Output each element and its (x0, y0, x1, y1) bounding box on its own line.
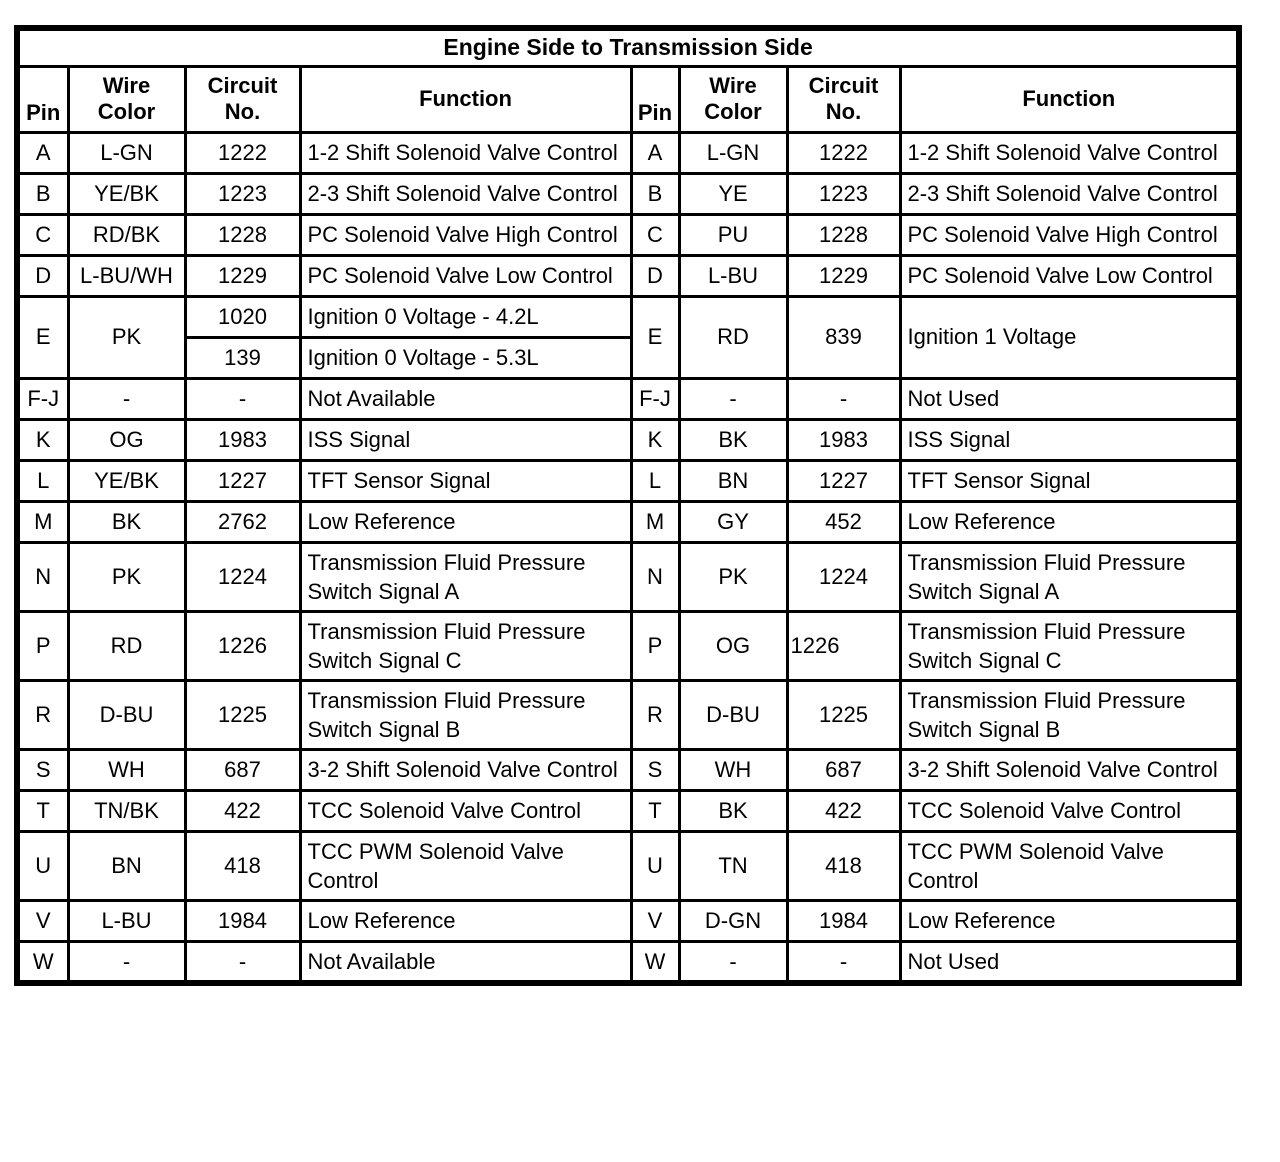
wire-color-cell: RD/BK (68, 214, 185, 255)
function-cell: TCC Solenoid Valve Control (900, 790, 1239, 831)
function-cell: Low Reference (900, 501, 1239, 542)
function-cell: Not Available (300, 941, 631, 983)
wire-color-cell: BK (679, 790, 787, 831)
function-cell: Transmission Fluid Pressure Switch Signal A (300, 542, 631, 611)
function-cell: TCC Solenoid Valve Control (300, 790, 631, 831)
table-row (17, 132, 1239, 173)
circuit-cell: 422 (185, 790, 300, 831)
pin-cell: A (17, 132, 68, 173)
function-cell: Low Reference (300, 900, 631, 941)
circuit-cell: 1224 (185, 542, 300, 611)
circuit-cell: 1222 (185, 132, 300, 173)
function-cell: Not Used (900, 378, 1239, 419)
wire-color-cell: BK (68, 501, 185, 542)
pin-cell: B (17, 173, 68, 214)
function-cell: Ignition 1 Voltage (900, 296, 1239, 378)
pin-cell: T (631, 790, 679, 831)
function-cell: 1-2 Shift Solenoid Valve Control (900, 132, 1239, 173)
function-cell: 2-3 Shift Solenoid Valve Control (300, 173, 631, 214)
wire-color-cell: - (68, 378, 185, 419)
pin-cell: S (17, 749, 68, 790)
pin-cell: U (631, 831, 679, 900)
function-cell: TFT Sensor Signal (900, 460, 1239, 501)
circuit-cell: - (185, 941, 300, 983)
pin-cell: D (17, 255, 68, 296)
pin-cell: E (17, 296, 68, 378)
wire-color-cell: - (679, 378, 787, 419)
table-row (17, 378, 1239, 419)
wire-color-cell: OG (68, 419, 185, 460)
circuit-cell: 839 (787, 296, 900, 378)
table-row (17, 460, 1239, 501)
circuit-cell: 1223 (787, 173, 900, 214)
wire-color-cell: - (68, 941, 185, 983)
table-row (17, 296, 1239, 337)
pin-cell: V (17, 900, 68, 941)
function-cell: PC Solenoid Valve Low Control (300, 255, 631, 296)
function-cell: Low Reference (900, 900, 1239, 941)
circuit-cell: 1983 (787, 419, 900, 460)
wire-color-cell: BN (679, 460, 787, 501)
column-header-circuit-no-right: Circuit No. (787, 66, 900, 132)
pin-cell: R (17, 680, 68, 749)
wire-color-cell: L-GN (68, 132, 185, 173)
function-cell: Transmission Fluid Pressure Switch Signal A (900, 542, 1239, 611)
pin-cell: D (631, 255, 679, 296)
function-cell: ISS Signal (900, 419, 1239, 460)
wire-color-cell: BK (679, 419, 787, 460)
circuit-cell: 1222 (787, 132, 900, 173)
wire-color-cell: OG (679, 611, 787, 680)
wire-color-cell: YE (679, 173, 787, 214)
circuit-cell: 1223 (185, 173, 300, 214)
circuit-cell: 2762 (185, 501, 300, 542)
wire-color-cell: PK (679, 542, 787, 611)
pin-cell: V (631, 900, 679, 941)
function-cell: Not Used (900, 941, 1239, 983)
function-cell: 3-2 Shift Solenoid Valve Control (900, 749, 1239, 790)
pin-cell: K (631, 419, 679, 460)
table-row (17, 255, 1239, 296)
wire-color-cell: L-BU (679, 255, 787, 296)
circuit-cell: 1983 (185, 419, 300, 460)
header-row (17, 66, 1239, 132)
circuit-cell: 1984 (185, 900, 300, 941)
wire-color-cell: - (679, 941, 787, 983)
circuit-cell: - (185, 378, 300, 419)
wire-color-cell: D-BU (68, 680, 185, 749)
function-cell: Low Reference (300, 501, 631, 542)
function-cell: Transmission Fluid Pressure Switch Signal B (900, 680, 1239, 749)
function-cell: 2-3 Shift Solenoid Valve Control (900, 173, 1239, 214)
wire-color-cell: YE/BK (68, 460, 185, 501)
column-header-function-left: Function (300, 66, 631, 132)
pin-cell: U (17, 831, 68, 900)
circuit-cell: 1226 (787, 611, 900, 680)
function-cell: Ignition 0 Voltage - 5.3L (300, 337, 631, 378)
pin-cell: P (631, 611, 679, 680)
pin-cell: A (631, 132, 679, 173)
pin-cell: B (631, 173, 679, 214)
circuit-cell: 1225 (787, 680, 900, 749)
pin-cell: M (17, 501, 68, 542)
function-cell: PC Solenoid Valve High Control (300, 214, 631, 255)
circuit-cell: 1228 (185, 214, 300, 255)
wire-color-cell: RD (68, 611, 185, 680)
pin-cell: L (17, 460, 68, 501)
circuit-cell: 1020 (185, 296, 300, 337)
pin-cell: W (17, 941, 68, 983)
table-row (17, 173, 1239, 214)
circuit-cell: 418 (787, 831, 900, 900)
circuit-cell: - (787, 941, 900, 983)
circuit-cell: 1227 (787, 460, 900, 501)
table-row (17, 790, 1239, 831)
pin-cell: F-J (631, 378, 679, 419)
table-row (17, 749, 1239, 790)
circuit-cell: 139 (185, 337, 300, 378)
function-cell: TCC PWM Solenoid Valve Control (300, 831, 631, 900)
wire-color-cell: PK (68, 542, 185, 611)
wire-color-cell: D-BU (679, 680, 787, 749)
title-row (17, 28, 1239, 66)
table-row (17, 900, 1239, 941)
pin-cell: P (17, 611, 68, 680)
circuit-cell: 1228 (787, 214, 900, 255)
function-cell: PC Solenoid Valve Low Control (900, 255, 1239, 296)
function-cell: ISS Signal (300, 419, 631, 460)
wire-color-cell: L-BU (68, 900, 185, 941)
pin-cell: E (631, 296, 679, 378)
wire-color-cell: GY (679, 501, 787, 542)
circuit-cell: 1225 (185, 680, 300, 749)
pin-cell: M (631, 501, 679, 542)
table-row (17, 831, 1239, 900)
circuit-cell: 1226 (185, 611, 300, 680)
wire-color-cell: L-BU/WH (68, 255, 185, 296)
function-cell: TCC PWM Solenoid Valve Control (900, 831, 1239, 900)
pin-cell: W (631, 941, 679, 983)
wire-color-cell: PU (679, 214, 787, 255)
wire-color-cell: L-GN (679, 132, 787, 173)
pin-cell: T (17, 790, 68, 831)
function-cell: 1-2 Shift Solenoid Valve Control (300, 132, 631, 173)
wire-color-cell: YE/BK (68, 173, 185, 214)
circuit-cell: 1984 (787, 900, 900, 941)
pin-cell: N (631, 542, 679, 611)
table-row (17, 419, 1239, 460)
circuit-cell: - (787, 378, 900, 419)
circuit-cell: 452 (787, 501, 900, 542)
wire-color-cell: BN (68, 831, 185, 900)
column-header-pin-right: Pin (631, 66, 679, 132)
function-cell: Transmission Fluid Pressure Switch Signal C (900, 611, 1239, 680)
column-header-wire-color-left: Wire Color (68, 66, 185, 132)
circuit-cell: 1229 (787, 255, 900, 296)
column-header-wire-color-right: Wire Color (679, 66, 787, 132)
circuit-cell: 422 (787, 790, 900, 831)
pin-cell: L (631, 460, 679, 501)
wire-color-cell: PK (68, 296, 185, 378)
function-cell: TFT Sensor Signal (300, 460, 631, 501)
column-header-circuit-no-left: Circuit No. (185, 66, 300, 132)
table-row (17, 941, 1239, 983)
function-cell: Ignition 0 Voltage - 4.2L (300, 296, 631, 337)
wire-color-cell: TN (679, 831, 787, 900)
pin-cell: C (631, 214, 679, 255)
wire-color-cell: D-GN (679, 900, 787, 941)
wire-color-cell: WH (679, 749, 787, 790)
pin-cell: K (17, 419, 68, 460)
table-row (17, 680, 1239, 749)
function-cell: 3-2 Shift Solenoid Valve Control (300, 749, 631, 790)
circuit-cell: 1224 (787, 542, 900, 611)
function-cell: Not Available (300, 378, 631, 419)
wire-color-cell: TN/BK (68, 790, 185, 831)
pin-cell: R (631, 680, 679, 749)
circuit-cell: 687 (185, 749, 300, 790)
pinout-table (14, 25, 1242, 986)
table-row (17, 611, 1239, 680)
pin-cell: F-J (17, 378, 68, 419)
function-cell: Transmission Fluid Pressure Switch Signal B (300, 680, 631, 749)
circuit-cell: 418 (185, 831, 300, 900)
function-cell: PC Solenoid Valve High Control (900, 214, 1239, 255)
wire-color-cell: RD (679, 296, 787, 378)
circuit-cell: 1229 (185, 255, 300, 296)
table-row (17, 214, 1239, 255)
function-cell: Transmission Fluid Pressure Switch Signal C (300, 611, 631, 680)
table-body (17, 132, 1239, 983)
table-row (17, 501, 1239, 542)
circuit-cell: 687 (787, 749, 900, 790)
table-title: Engine Side to Transmission Side (17, 28, 1239, 66)
column-header-pin-left: Pin (17, 66, 68, 132)
wire-color-cell: WH (68, 749, 185, 790)
pin-cell: S (631, 749, 679, 790)
pin-cell: C (17, 214, 68, 255)
column-header-function-right: Function (900, 66, 1239, 132)
circuit-cell: 1227 (185, 460, 300, 501)
table-row (17, 542, 1239, 611)
pin-cell: N (17, 542, 68, 611)
